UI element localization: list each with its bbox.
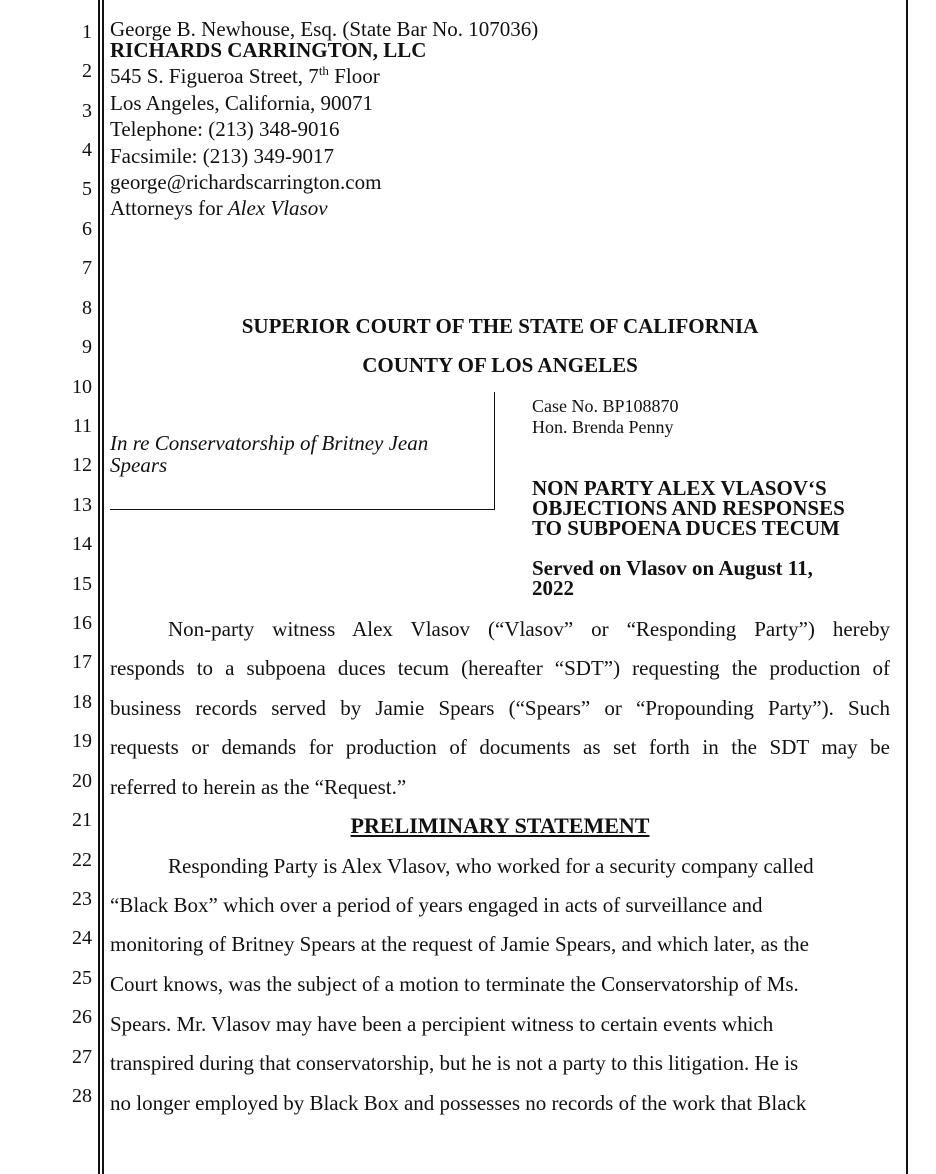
left-margin-rule-outer [98, 0, 100, 1174]
line-number: 7 [82, 257, 92, 279]
paragraph-line: Responding Party is Alex Vlasov, who worked for a security company called [168, 854, 814, 878]
caption-divider-horizontal [110, 509, 495, 510]
paragraph-line: monitoring of Britney Spears at the request of Jamie Spears, and which later, as the [110, 932, 809, 956]
line-number: 17 [72, 651, 92, 673]
line-number: 12 [72, 454, 92, 476]
case-number: Case No. BP108870 [532, 396, 679, 416]
paragraph-line: transpired during that conservatorship, but he is not a party to this litigation. He is [110, 1051, 799, 1075]
firm-address-ordinal: th [318, 63, 329, 78]
document-title-line: NON PARTY ALEX VLASOV‘S [532, 476, 827, 500]
line-number: 26 [72, 1006, 92, 1028]
matter-title-line: Spears [110, 453, 168, 477]
line-number: 14 [72, 533, 92, 555]
right-margin-rule [906, 0, 908, 1174]
client-name: Alex Vlasov [227, 196, 328, 220]
section-heading: PRELIMINARY STATEMENT [350, 813, 650, 838]
paragraph-line: Non-party witness Alex Vlasov (“Vlasov” or “Responding Party”) hereby [168, 617, 890, 641]
line-number: 4 [82, 139, 92, 161]
line-number: 24 [72, 927, 92, 949]
caption-divider-vertical [494, 392, 495, 510]
document-title-line: OBJECTIONS AND RESPONSES [532, 496, 845, 520]
line-number: 25 [72, 967, 92, 989]
line-number: 16 [72, 612, 92, 634]
line-number: 20 [72, 770, 92, 792]
paragraph-line: requests or demands for production of documents as set forth in the SDT may be [110, 735, 890, 759]
line-number: 19 [72, 730, 92, 752]
firm-address-floor: Floor [328, 64, 380, 88]
firm-address-street: 545 S. Figueroa Street, 7 [110, 64, 319, 88]
line-number: 2 [82, 60, 92, 82]
line-number: 27 [72, 1046, 92, 1068]
left-margin-rule-inner [102, 0, 104, 1174]
firm-telephone: Telephone: (213) 348-9016 [110, 117, 340, 141]
line-number: 8 [82, 297, 92, 319]
paragraph-line: Spears. Mr. Vlasov may have been a percipient witness to certain events which [110, 1012, 774, 1036]
firm-city: Los Angeles, California, 90071 [110, 91, 374, 115]
paragraph-line: referred to herein as the “Request.” [110, 775, 407, 799]
line-number: 28 [72, 1085, 92, 1107]
attorneys-for-label: Attorneys for [110, 196, 228, 220]
service-date-line: 2022 [532, 576, 574, 600]
paragraph-line: business records served by Jamie Spears (“Spears” or “Propounding Party”). Such [110, 696, 890, 720]
attorney-name: George B. Newhouse, Esq. (State Bar No. 107036) [110, 17, 539, 41]
line-number: 9 [82, 336, 92, 358]
line-number: 11 [72, 415, 92, 437]
line-number: 13 [72, 494, 92, 516]
line-number: 1 [82, 21, 92, 43]
line-number: 3 [82, 100, 92, 122]
firm-email: george@richardscarrington.com [110, 170, 382, 194]
document-title-line: TO SUBPOENA DUCES TECUM [532, 516, 840, 540]
matter-title-line: In re Conservatorship of Britney Jean [110, 431, 429, 455]
attorneys-for [110, 195, 328, 221]
county-name: COUNTY OF LOS ANGELES [362, 353, 638, 377]
court-name: SUPERIOR COURT OF THE STATE OF CALIFORNIA [241, 314, 759, 338]
firm-facsimile: Facsimile: (213) 349-9017 [110, 144, 334, 168]
line-number: 15 [72, 573, 92, 595]
paragraph-line: “Black Box” which over a period of years engaged in acts of surveillance and [110, 893, 763, 917]
firm-address [110, 63, 380, 89]
line-number: 21 [72, 809, 92, 831]
line-number: 5 [82, 178, 92, 200]
line-number: 18 [72, 691, 92, 713]
service-date-line: Served on Vlasov on August 11, [532, 556, 813, 580]
line-number: 22 [72, 849, 92, 871]
paragraph-line: no longer employed by Black Box and possesses no records of the work that Black [110, 1091, 807, 1115]
firm-name: RICHARDS CARRINGTON, LLC [110, 38, 427, 62]
paragraph-line: responds to a subpoena duces tecum (hereafter “SDT”) requesting the production of [110, 656, 890, 680]
line-number: 6 [82, 218, 92, 240]
paragraph-line: Court knows, was the subject of a motion to terminate the Conservatorship of Ms. [110, 972, 799, 996]
judge-name: Hon. Brenda Penny [532, 417, 674, 437]
line-number: 23 [72, 888, 92, 910]
matter-title [110, 432, 428, 476]
line-number: 10 [72, 376, 92, 398]
